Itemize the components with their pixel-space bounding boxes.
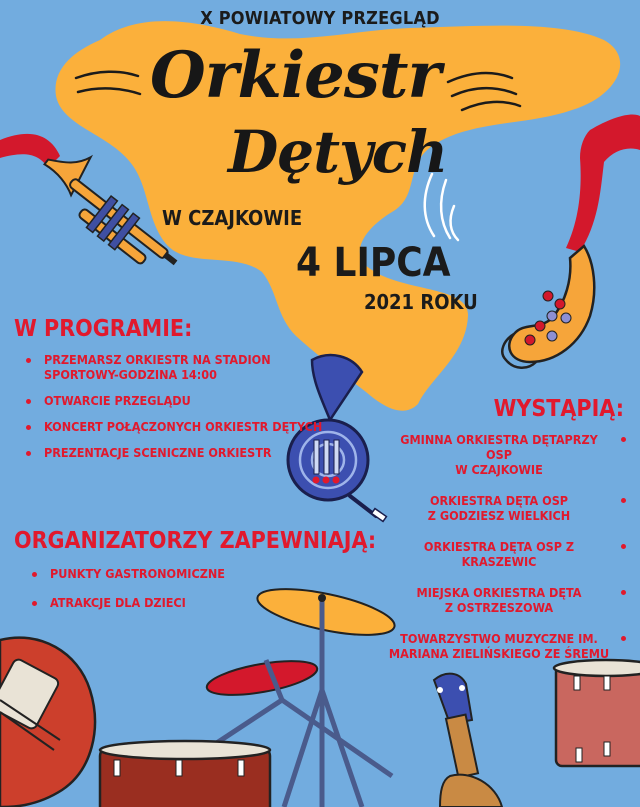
performers-heading: WYSTĄPIĄ: (493, 396, 624, 422)
event-location: W CZAJKOWIE (162, 206, 303, 230)
performer-item (386, 432, 626, 477)
performer-line: W CZAJKOWIE (455, 462, 543, 477)
performers-list (386, 432, 626, 677)
performer-line: TOWARZYSTWO MUZYCZNE IM. (400, 631, 598, 646)
performer-line: ORKIESTRA DĘTA OSP Z KRASZEWIC (423, 539, 575, 569)
program-item (24, 352, 324, 382)
program-item (24, 445, 324, 460)
program-item-line: OTWARCIE PRZEGLĄDU (44, 393, 191, 408)
program-list (24, 352, 324, 471)
guitar-icon (0, 638, 95, 807)
performer-item (386, 539, 626, 569)
program-item-line: PRZEMARSZ ORKIESTR NA STADION (44, 352, 271, 367)
script-title-detych: Dętych (228, 118, 448, 186)
performer-line: Z GODZIESZ WIELKICH (427, 508, 571, 523)
program-item-line: SPORTOWY-GODZINA 14:00 (44, 367, 217, 382)
program-item (24, 393, 324, 408)
performer-line: MARIANA ZIELIŃSKIEGO ZE ŚREMU (388, 646, 610, 661)
performer-item (386, 493, 626, 523)
event-year: 2021 ROKU (364, 290, 478, 314)
performer-line: MIEJSKA ORKIESTRA DĘTA (416, 585, 582, 600)
program-item-line: PREZENTACJE SCENICZNE ORKIESTR (44, 445, 272, 460)
organizers-item: ATRAKCJE DLA DZIECI (30, 595, 290, 610)
festival-edition-title: X POWIATOWY PRZEGLĄD (200, 8, 440, 29)
program-heading: W PROGRAMIE: (14, 316, 193, 342)
performer-item (386, 585, 626, 615)
performer-line: Z OSTRZESZOWA (444, 600, 554, 615)
performer-line: GMINNA ORKIESTRA DĘTAPRZY OSP (400, 432, 598, 462)
program-item-line: KONCERT POŁĄCZONYCH ORKIESTR DĘTYCH (44, 419, 323, 434)
organizers-list (30, 566, 290, 624)
ribbon-right (566, 115, 640, 252)
organizers-item: PUNKTY GASTRONOMICZNE (30, 566, 290, 581)
performer-line: ORKIESTRA DĘTA OSP (429, 493, 569, 508)
performer-item (386, 631, 626, 661)
script-title-orkiestr: Orkiestr (150, 38, 441, 113)
floor-drum-icon (100, 741, 270, 807)
organizers-heading: ORGANIZATORZY ZAPEWNIAJĄ: (14, 528, 377, 554)
mandolin-icon (434, 674, 502, 807)
saxophone-icon (502, 246, 594, 368)
program-item (24, 419, 324, 434)
event-date: 4 LIPCA (296, 240, 451, 286)
